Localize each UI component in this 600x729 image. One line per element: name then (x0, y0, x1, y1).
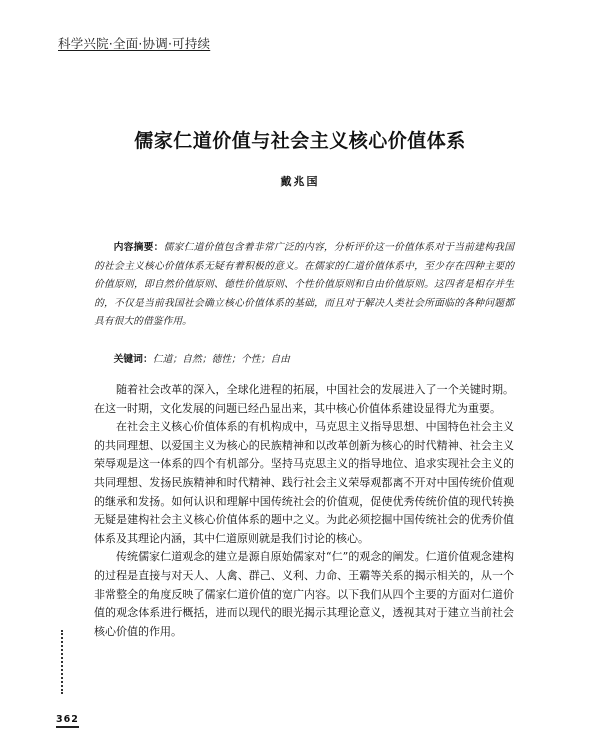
keywords-text: 仁道；自然；德性；个性；自由 (152, 354, 290, 365)
body-paragraph: 传统儒家仁道观念的建立是源自原始儒家对“仁”的观念的阐发。仁道价值观念建构的过程是直接与对天人、人禽、群己、义利、力命、王霸等关系的揭示相关的，从一个非常整全的角度反映了儒家仁道价值的宽广内容。以下我们从四个主要的方面对仁道价值的观念体系进行概括，进而以现代的眼光揭示其理论意义，透视其对于建立当前社会核心价值的作用。 (94, 550, 514, 638)
abstract (94, 239, 514, 332)
keywords-label: 关键词： (113, 354, 153, 365)
body-paragraph: 随着社会改革的深入，全球化进程的拓展，中国社会的发展进入了一个关键时期。在这一时期，文化发展的问题已经凸显出来，其中核心价值体系建设显得尤为重要。 (94, 383, 514, 415)
abstract-text: 儒家仁道价值包含着非常广泛的内容，分析评价这一价值体系对于当前建构我国的社会主义核心价值体系无疑有着积极的意义。在儒家的仁道价值体系中，至少存在四种主要的价值原则，即自然价值原则、德性价值原则、个性价值原则和自由价值原则。这四者是相存并生的，不仅是当前我国社会确立核心价值体系的基础，而且对于解决人类社会所面临的各种问题都具有很大的借鉴作用。 (94, 242, 514, 328)
article-title: 儒家仁道价值与社会主义核心价值体系 (134, 130, 466, 152)
article-author: 戴兆国 (280, 175, 320, 188)
running-header: 科学兴院·全面·协调·可持续 (58, 36, 211, 51)
margin-dotted-rule (61, 630, 65, 694)
page-number: 362 (56, 714, 79, 728)
article-body (94, 381, 514, 641)
body-paragraph: 在社会主义核心价值体系的有机构成中，马克思主义指导思想、中国特色社会主义的共同理想、以爱国主义为核心的民族精神和以改革创新为核心的时代精神、社会主义荣辱观是这一体系的四个有机部分。坚持马克思主义的指导地位、追求实现社会主义的共同理想、发扬民族精神和时代精神、践行社会主义荣辱观都离不开对中国传统价值观的继承和发扬。如何认识和理解中国传统社会的价值观，促使优秀传统价值的现代转换无疑是建构社会主义核心价值体系的题中之义。为此必须挖掘中国传统社会的优秀价值体系及其理论内涵，其中仁道原则就是我们讨论的核心。 (94, 420, 514, 545)
keywords (94, 351, 514, 369)
abstract-label: 内容摘要： (113, 242, 164, 253)
